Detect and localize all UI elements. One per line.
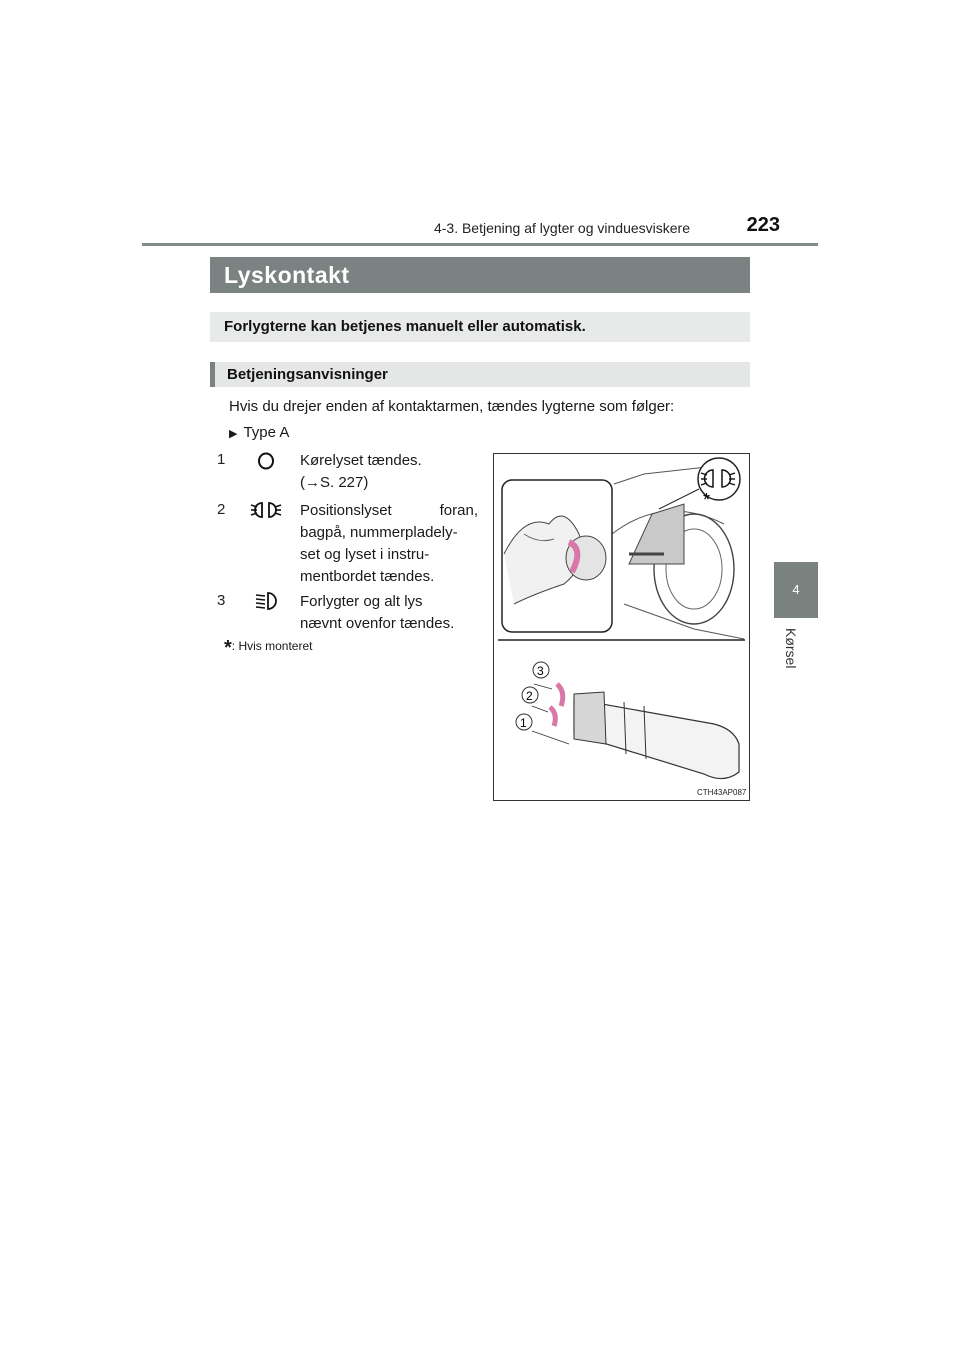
figure-illustration — [494, 454, 749, 800]
subheading: Betjeningsanvisninger — [210, 362, 750, 387]
figure — [493, 453, 750, 801]
header-divider — [142, 243, 818, 246]
drl-icon — [255, 451, 277, 471]
figure-code: CTH43AP087 — [697, 788, 747, 797]
page-number: 223 — [746, 214, 780, 236]
item-text: Positionslyset foran, bagpå, nummerpladely- set og lyset i instru- mentbordet tændes. — [300, 502, 478, 585]
figure-asterisk: * — [703, 490, 711, 510]
callout-3: 3 — [537, 664, 544, 678]
section-title: 4-3. Betjening af lygter og vinduesviskere — [433, 220, 690, 236]
intro-banner: Forlygterne kan betjenes manuelt eller automatisk. — [210, 312, 750, 342]
headlight-icon — [254, 590, 282, 612]
callout-1: 1 — [520, 716, 527, 730]
chapter-label: Kørsel — [783, 628, 799, 669]
item-number: 2 — [217, 501, 226, 518]
triangle-bullet-icon: ▶ — [229, 428, 238, 440]
item-number: 1 — [217, 451, 226, 468]
position-light-icon — [249, 499, 283, 521]
item-text: Forlygter og alt lys nævnt ovenfor tændes. — [300, 593, 455, 632]
callout-2: 2 — [526, 689, 533, 703]
item-number: 3 — [217, 592, 226, 609]
item-text: Kørelyset tændes. (→S. 227) — [300, 452, 422, 491]
footnote: *: Hvis monteret — [224, 637, 313, 659]
chapter-tab[interactable]: 4 — [774, 562, 818, 618]
body-text: Hvis du drejer enden af kontaktarmen, tændes lygterne som følger: — [229, 398, 675, 415]
page-title: Lyskontakt — [210, 257, 750, 293]
type-label: ▶ Type A — [229, 424, 290, 441]
